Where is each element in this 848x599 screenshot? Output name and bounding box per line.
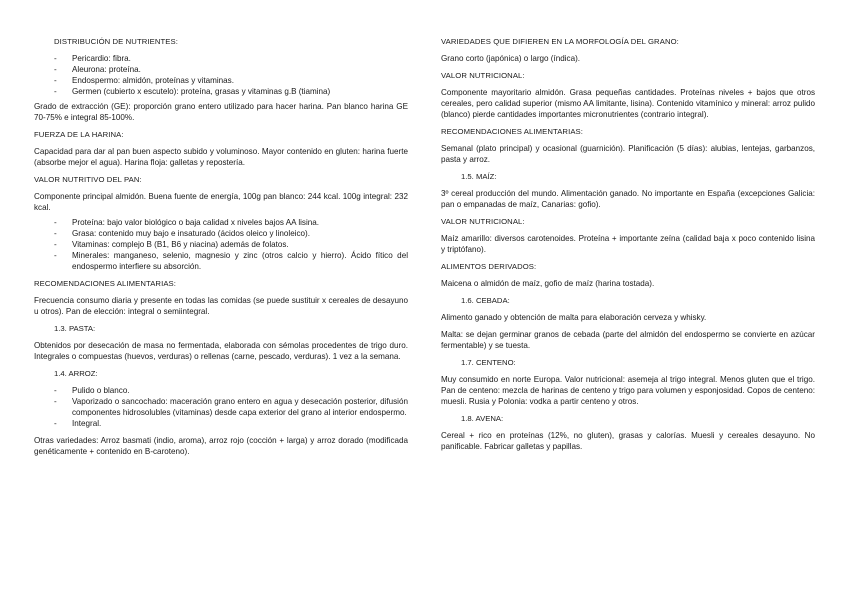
list-item: - Endospermo: almidón, proteínas y vitaminas. <box>54 75 408 86</box>
subsection-heading: 1.7. CENTENO: <box>461 358 516 367</box>
list-item: - Vaporizado o sancochado: maceración grano entero en agua y desecación posterior, difusión componentes hidrosolubles (vitaminas) desde capa exterior del grano al interior endospermo. <box>54 396 408 418</box>
list-item: - Proteína: bajo valor biológico o baja calidad x niveles bajos AA lisina. <box>54 217 408 228</box>
list-item: - Minerales: manganeso, selenio, magnesio y zinc (otros calcio y hierro). Ácido fítico del endospermo interfiere su absorción. <box>54 250 408 272</box>
right-column <box>441 36 815 458</box>
section-heading: RECOMENDACIONES ALIMENTARIAS: <box>441 127 584 136</box>
paragraph: Malta: se dejan germinar granos de cebada (parte del almidón del endospermo se convierte en azúcar fermentable) y se tuesta. <box>441 330 815 350</box>
paragraph: Frecuencia consumo diaria y presente en todas las comidas (se puede sustituir x cereales de desayuno u otros). Pan de elección: integral o semiintegral. <box>34 296 408 316</box>
paragraph: Alimento ganado y obtención de malta para elaboración cerveza y whisky. <box>441 313 707 322</box>
list-item: - Integral. <box>54 418 408 429</box>
list-item: - Vitaminas: complejo B (B1, B6 y niacina) además de folatos. <box>54 239 408 250</box>
section-heading: VALOR NUTRICIONAL: <box>441 71 525 80</box>
list-item: - Pulido o blanco. <box>54 385 408 396</box>
bullet-list <box>34 217 408 272</box>
subsection-heading: 1.3. PASTA: <box>54 324 96 333</box>
subsection-heading: 1.4. ARROZ: <box>54 369 98 378</box>
paragraph: Otras variedades: Arroz basmati (indio, aroma), arroz rojo (cocción + larga) y arroz dorado (modificada genéticamente + contenido en B-caroteno). <box>34 436 408 456</box>
section-heading: FUERZA DE LA HARINA: <box>34 130 124 139</box>
paragraph: Capacidad para dar al pan buen aspecto subido y voluminoso. Mayor contenido en gluten: harina fuerte (absorbe mejor el agua). Harina floja: galletas y repostería. <box>34 147 408 167</box>
paragraph: Obtenidos por desecación de masa no fermentada, elaborada con sémolas procedentes de trigo duro. Integrales o compuestas (huevos, verduras) o rellenas (carne, pescado, verduras). 1 vez a la semana. <box>34 341 408 361</box>
paragraph: Grado de extracción (GE): proporción grano entero utilizado para hacer harina. Pan blanco harina GE 70-75% e integral 85-100%. <box>34 102 408 122</box>
bullet-list <box>34 53 408 97</box>
section-heading: RECOMENDACIONES ALIMENTARIAS: <box>34 279 177 288</box>
paragraph: 3º cereal producción del mundo. Alimentación ganado. No importante en España (excepciones Galicia: pan o empanadas de maíz, Canarias: gofio). <box>441 189 815 209</box>
paragraph: Componente mayoritario almidón. Grasa pequeñas cantidades. Proteínas niveles + bajos que otros cereales, pero calidad superior (mismo AA limitante, lisina). Contenido vitamínico y mineral: arroz pulido (blanco) pierde cantidades importantes micronutrientes (contrario integral). <box>441 88 815 119</box>
subsection-heading: 1.8. AVENA: <box>461 414 504 423</box>
list-item: - Pericardio: fibra. <box>54 53 408 64</box>
left-column <box>34 36 408 463</box>
bullet-list <box>34 385 408 429</box>
section-heading: VARIEDADES QUE DIFIEREN EN LA MORFOLOGÍA DEL GRANO: <box>441 37 679 46</box>
section-heading: VALOR NUTRICIONAL: <box>441 217 525 226</box>
subsection-heading: 1.6. CEBADA: <box>461 296 510 305</box>
list-item: - Grasa: contenido muy bajo e insaturado (ácidos oleico y linoleico). <box>54 228 408 239</box>
paragraph: Componente principal almidón. Buena fuente de energía, 100g pan blanco: 244 kcal. 100g integral: 232 kcal. <box>34 192 408 212</box>
list-item: - Germen (cubierto x escutelo): proteína, grasas y vitaminas g.B (tiamina) <box>54 86 408 97</box>
paragraph: Muy consumido en norte Europa. Valor nutricional: asemeja al trigo integral. Menos gluten que el trigo. Pan de centeno: mezcla de harinas de centeno y trigo para volumen y esponjosidad. Copos de centeno: muesli. Rusia y Polonia: vodka a partir centeno y otros. <box>441 375 815 406</box>
paragraph: Maíz amarillo: diversos carotenoides. Proteína + importante zeína (calidad baja x poco contenido lisina y triptófano). <box>441 234 815 254</box>
section-heading: DISTRIBUCIÓN DE NUTRIENTES: <box>54 37 178 46</box>
subsection-heading: 1.5. MAÍZ: <box>461 172 497 181</box>
section-heading: VALOR NUTRITIVO DEL PAN: <box>34 175 142 184</box>
paragraph: Semanal (plato principal) y ocasional (guarnición). Planificación (5 días): alubias, lentejas, garbanzos, pasta y arroz. <box>441 144 815 164</box>
paragraph: Grano corto (japónica) o largo (índica). <box>441 54 581 63</box>
section-heading: ALIMENTOS DERIVADOS: <box>441 262 537 271</box>
paragraph: Maicena o almidón de maíz, gofio de maíz (harina tostada). <box>441 279 655 288</box>
list-item: - Aleurona: proteína. <box>54 64 408 75</box>
paragraph: Cereal + rico en proteínas (12%, no gluten), grasas y calorías. Muesli y cereales desayuno. No panificable. Fabricar galletas y papillas. <box>441 431 815 451</box>
